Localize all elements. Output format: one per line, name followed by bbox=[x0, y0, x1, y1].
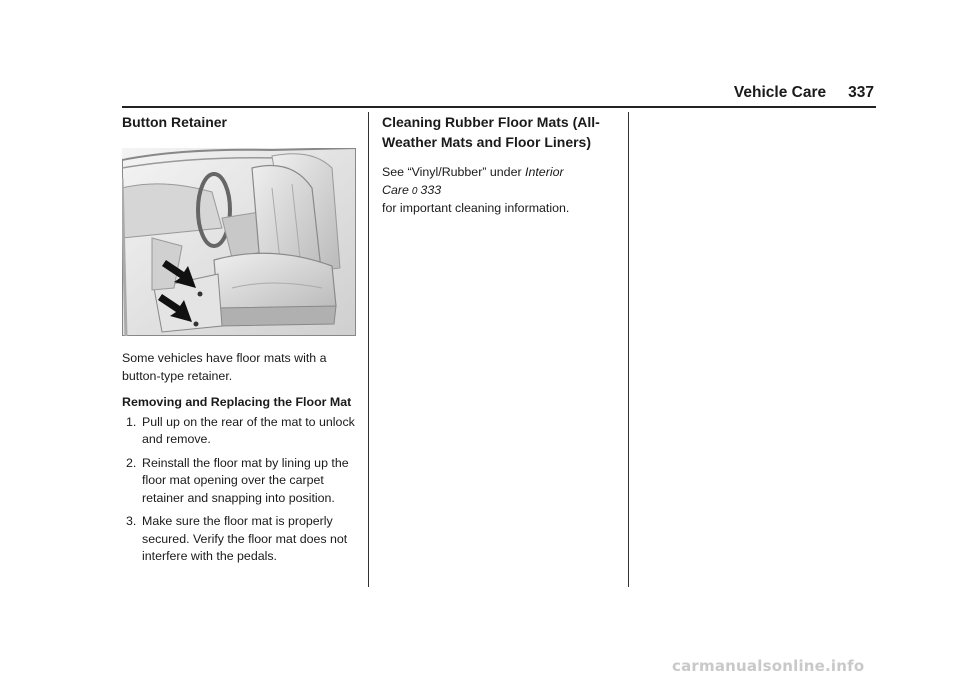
intro-paragraph: Some vehicles have floor mats with a button-type retainer. bbox=[122, 351, 327, 383]
procedure-title: Removing and Replacing the Floor Mat bbox=[122, 395, 352, 409]
left-column bbox=[122, 112, 358, 572]
step-text: Pull up on the rear of the mat to unlock and remove. bbox=[142, 414, 355, 446]
step-text: Make sure the floor mat is properly secured. Verify the floor mat does not interfere with the pedals. bbox=[142, 514, 348, 563]
step-text: Reinstall the floor mat by lining up the floor mat opening over the carpet retainer and snapping into position. bbox=[142, 455, 349, 505]
floor-mat-figure bbox=[122, 148, 356, 336]
step-number: 3. bbox=[126, 514, 137, 528]
list-item bbox=[122, 513, 358, 566]
see-reference-paragraph bbox=[382, 164, 618, 218]
see-prefix: See “Vinyl/Rubber” under bbox=[382, 165, 526, 179]
step-number: 2. bbox=[126, 455, 137, 470]
car-interior-floor-mat-illustration bbox=[122, 148, 356, 336]
section-title: Vehicle Care bbox=[733, 84, 827, 101]
page-header bbox=[640, 84, 874, 106]
header-rule bbox=[122, 106, 876, 108]
rubber-mats-heading: Cleaning Rubber Floor Mats (All-Weather Mats and Floor Liners) bbox=[382, 114, 600, 150]
step-number: 1. bbox=[126, 414, 137, 429]
page-number: 337 bbox=[848, 84, 874, 101]
interior-care-link[interactable]: Interior Care bbox=[382, 165, 564, 197]
column-divider-2 bbox=[628, 112, 629, 587]
list-item bbox=[122, 455, 358, 508]
column-divider-1 bbox=[368, 112, 369, 587]
right-column bbox=[382, 112, 618, 218]
procedure-steps bbox=[122, 414, 358, 566]
list-item bbox=[122, 414, 358, 449]
page-reference-icon: 0 bbox=[411, 185, 418, 197]
button-retainer-heading: Button Retainer bbox=[122, 114, 227, 130]
watermark: carmanualsonline.info bbox=[672, 657, 865, 675]
see-suffix: for important cleaning information. bbox=[382, 201, 570, 215]
reference-page-number[interactable]: 333 bbox=[420, 182, 442, 197]
